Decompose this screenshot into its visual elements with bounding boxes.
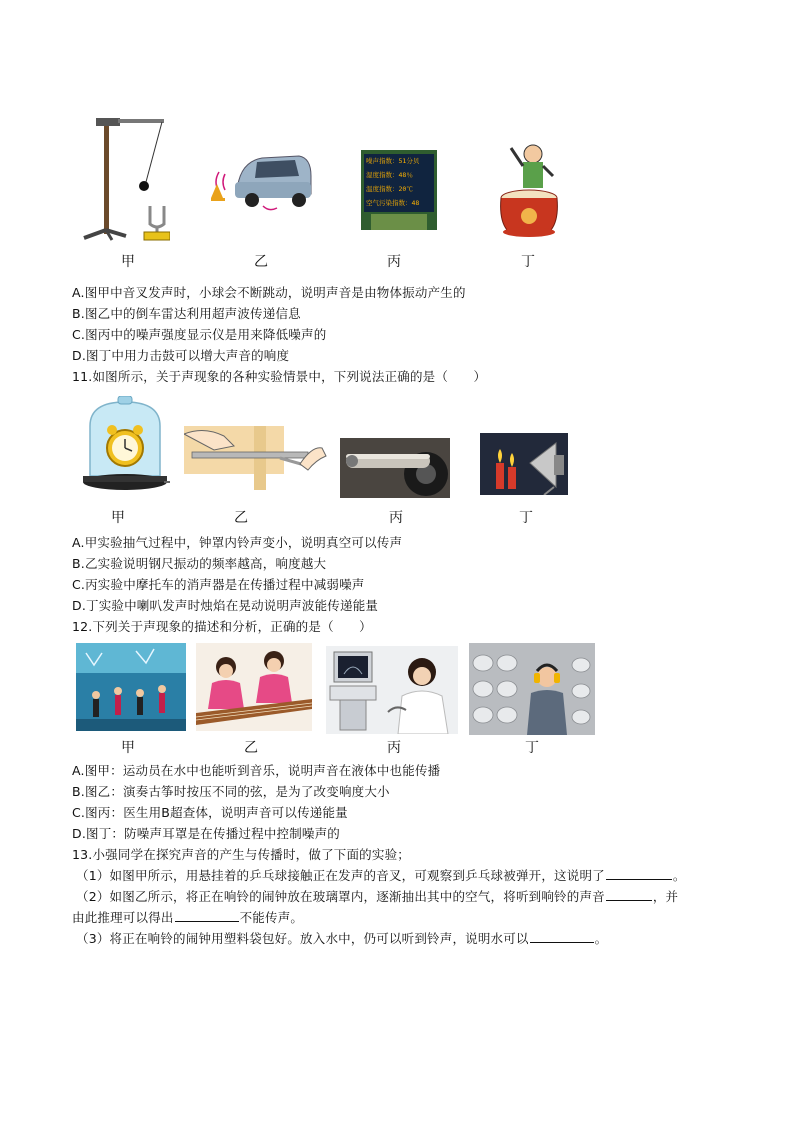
q12-option-c: C.图丙：医生用B超查体，说明声音可以传递能量 (72, 805, 348, 820)
q13-part-2-end: ，并 (652, 889, 679, 904)
q12-caption-ding: 丁 (525, 740, 539, 756)
q13-part-1-text: （1）如图甲所示，用悬挂着的乒乓球接触正在发声的音叉，可观察到乒乓球被弹开，这说明了 (76, 868, 605, 883)
q10-option-a: A.图甲中音叉发声时，小球会不断跳动，说明声音是由物体振动产生的 (72, 285, 466, 300)
q11-caption-yi: 乙 (234, 510, 248, 526)
q11-option-b: B.乙实验说明钢尺振动的频率越高，响度越大 (72, 556, 327, 571)
figure-doctor-ultrasound (326, 646, 458, 734)
q13-part-3-text: （3）将正在响铃的闹钟用塑料袋包好。放入水中，仍可以听到铃声，说明水可以 (76, 931, 529, 946)
figure-bell-jar-alarm (80, 396, 170, 496)
figure-noise-display-board (361, 150, 437, 230)
figure-motorcycle-muffler (340, 438, 450, 498)
q12-caption-yi: 乙 (244, 740, 258, 756)
q11-caption-jia: 甲 (111, 510, 125, 526)
q13-answer-blank-2[interactable] (606, 888, 652, 901)
figure-drummer (497, 140, 563, 238)
q10-option-b: B.图乙中的倒车雷达利用超声波传递信息 (72, 306, 301, 321)
q12-option-a: A.图甲：运动员在水中也能听到音乐，说明声音在液体中也能传播 (72, 763, 441, 778)
q11-stem: 11.如图所示，关于声现象的各种实验情景中，下列说法正确的是（ ） (72, 369, 487, 384)
q12-stem: 12.下列关于声现象的描述和分析，正确的是（ ） (72, 619, 372, 634)
display-line-noise: 噪声指数：51分贝 (366, 157, 420, 165)
q11-option-d: D.丁实验中喇叭发声时烛焰在晃动说明声波能传递能量 (72, 598, 379, 613)
display-line-air: 空气污染指数：48 (366, 199, 420, 207)
figure-guzheng-players (196, 643, 312, 731)
q13-answer-blank-3[interactable] (175, 909, 239, 922)
q11-caption-ding: 丁 (519, 510, 533, 526)
display-line-humidity: 湿度指数：48％ (366, 171, 413, 179)
figure-steel-ruler (184, 426, 328, 490)
q10-option-d: D.图丁中用力击鼓可以增大声音的响度 (72, 348, 290, 363)
q13-part-1 (76, 867, 686, 885)
noise-display-panel (364, 154, 434, 212)
q11-caption-bing: 丙 (389, 510, 403, 526)
q12-option-d: D.图丁：防噪声耳罩是在传播过程中控制噪声的 (72, 826, 340, 841)
q13-stem: 13.小强同学在探究声音的产生与传播时，做了下面的实验； (72, 847, 410, 862)
figure-underwater-swimmers (76, 643, 186, 731)
q13-part-3-end: 。 (594, 931, 608, 946)
q13-part-2b-end: 不能传声。 (239, 910, 304, 925)
q13-part-2-text: （2）如图乙所示，将正在响铃的闹钟放在玻璃罩内，逐渐抽出其中的空气，将听到响铃的声音 (76, 889, 605, 904)
q11-option-a: A.甲实验抽气过程中，钟罩内铃声变小，说明真空可以传声 (72, 535, 403, 550)
q13-part-2b-text: 由此推理可以得出 (72, 910, 174, 925)
q12-option-b: B.图乙：演奏古筝时按压不同的弦，是为了改变响度大小 (72, 784, 390, 799)
q10-caption-yi: 乙 (254, 254, 268, 270)
q10-caption-jia: 甲 (121, 254, 135, 270)
display-line-temperature: 温度指数：20℃ (366, 185, 413, 193)
q10-caption-ding: 丁 (521, 254, 535, 270)
q13-part-1-end: 。 (672, 868, 686, 883)
q13-answer-blank-4[interactable] (530, 930, 594, 943)
q12-caption-bing: 丙 (387, 740, 401, 756)
figure-ear-muffs-factory (469, 643, 595, 735)
figure-tuning-fork-pendulum (78, 112, 170, 244)
q13-part-2 (76, 888, 678, 906)
q10-caption-bing: 丙 (387, 254, 401, 270)
q13-part-3 (76, 930, 607, 948)
q10-option-c: C.图丙中的噪声强度显示仪是用来降低噪声的 (72, 327, 327, 342)
q13-answer-blank-1[interactable] (606, 867, 672, 880)
figure-car-reversing-radar (207, 152, 313, 214)
q13-part-2-continued (72, 909, 303, 927)
q12-caption-jia: 甲 (121, 740, 135, 756)
figure-speaker-candle (480, 433, 568, 495)
q11-option-c: C.丙实验中摩托车的消声器是在传播过程中减弱噪声 (72, 577, 365, 592)
